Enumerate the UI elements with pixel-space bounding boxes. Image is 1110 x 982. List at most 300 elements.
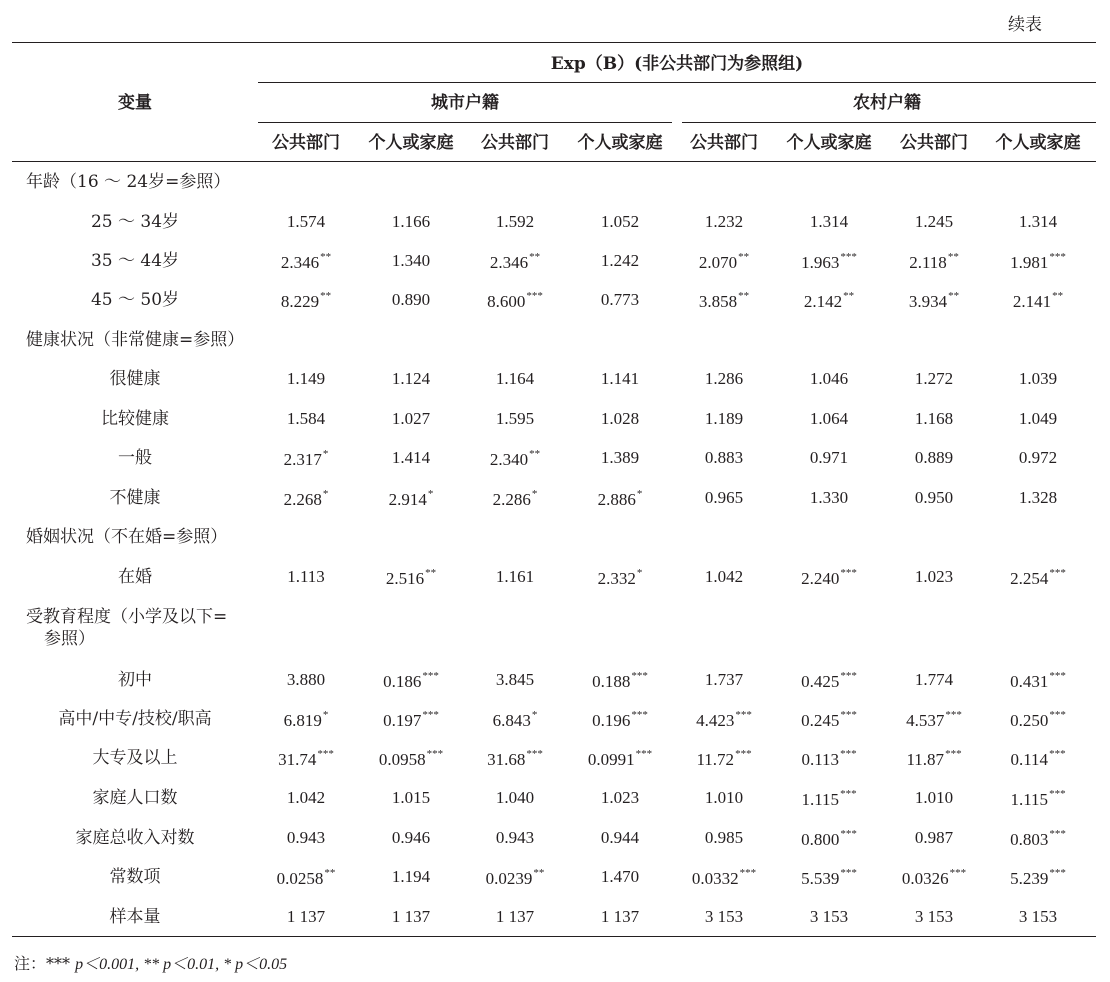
table-cell xyxy=(588,748,652,770)
cell-value: 2.340 xyxy=(489,450,529,469)
table-cell xyxy=(496,828,534,848)
cell-value: 1.168 xyxy=(914,409,954,428)
table-cell xyxy=(801,788,856,810)
table-cell xyxy=(496,788,534,808)
table-cell xyxy=(801,251,857,273)
cell-value: 8.229 xyxy=(280,292,320,311)
significance-stars: *** xyxy=(526,748,543,760)
cell-value: 3 153 xyxy=(809,907,849,926)
subcol-header: 公共部门 xyxy=(272,133,340,153)
cell-value: 1.039 xyxy=(1018,369,1058,388)
table-cell xyxy=(601,369,639,389)
cell-value: 2.141 xyxy=(1012,292,1052,311)
table-cell xyxy=(601,828,639,848)
table-cell xyxy=(915,670,953,690)
significance-stars: ** xyxy=(843,290,855,302)
variable-header: 变量 xyxy=(118,93,152,113)
cell-value: 1.330 xyxy=(809,488,849,507)
row-label: 高中/中专/技校/职高 xyxy=(58,709,212,729)
note-prefix: 注：*** xyxy=(14,954,76,973)
row-label: 很健康 xyxy=(109,369,161,389)
note-p1: p＜0.001, ** xyxy=(75,956,164,973)
significance-stars: *** xyxy=(426,748,444,760)
cell-value: 0.245 xyxy=(801,711,840,730)
table-cell xyxy=(705,409,743,429)
table-cell xyxy=(392,448,430,468)
cell-value: 2.914 xyxy=(388,490,427,509)
cell-value: 0.0958 xyxy=(378,750,426,769)
table-cell xyxy=(915,369,953,389)
cell-value: 0.431 xyxy=(1010,672,1049,691)
significance-stars: ** xyxy=(948,290,960,302)
table-cell xyxy=(592,670,648,692)
significance-stars: *** xyxy=(1049,670,1066,682)
cell-value: 31.68 xyxy=(487,750,526,769)
continued-label: 续表 xyxy=(1008,15,1042,35)
cell-value: 4.537 xyxy=(906,711,945,730)
cell-value: 6.843 xyxy=(492,711,531,730)
cell-value: 1.166 xyxy=(391,212,431,231)
table-cell xyxy=(496,369,534,389)
cell-value: 3 153 xyxy=(704,907,744,926)
table-cell xyxy=(392,788,430,808)
significance-stars: *** xyxy=(945,748,962,760)
significance-stars: *** xyxy=(840,567,857,579)
significance-stars: ** xyxy=(533,867,545,879)
cell-value: 1.981 xyxy=(1010,253,1049,272)
table-cell xyxy=(705,670,743,690)
significance-stars: *** xyxy=(1049,709,1066,721)
table-cell xyxy=(496,907,534,927)
cell-value: 1.115 xyxy=(1010,790,1049,809)
significance-stars: *** xyxy=(840,788,857,800)
table-cell xyxy=(909,251,959,273)
table-cell xyxy=(1010,709,1066,731)
cell-value: 1.161 xyxy=(495,567,535,586)
significance-stars: ** xyxy=(529,448,541,460)
significance-stars: *** xyxy=(735,748,752,760)
significance-stars: *** xyxy=(1049,251,1066,263)
note-p2: p＜0.01, * xyxy=(163,956,236,973)
subcol-header: 公共部门 xyxy=(900,133,968,153)
table-cell xyxy=(598,567,643,589)
category-label: 受教育程度（小学及以下= xyxy=(26,607,228,627)
table-cell xyxy=(383,670,439,692)
significance-stars: *** xyxy=(1049,867,1066,879)
table-cell xyxy=(493,709,538,731)
cell-value: 1.189 xyxy=(704,409,744,428)
table-cell xyxy=(287,670,325,690)
row-label: 常数项 xyxy=(109,867,161,887)
table-cell xyxy=(1019,907,1057,927)
table-cell xyxy=(392,290,430,310)
cell-value: 1.242 xyxy=(600,251,640,270)
table-cell xyxy=(287,567,325,587)
cell-value: 1.314 xyxy=(1018,212,1058,231)
table-cell xyxy=(601,448,639,468)
significance-stars: * xyxy=(322,709,329,721)
table-cell xyxy=(1019,212,1057,232)
table-cell xyxy=(287,907,325,927)
category-label: 年龄（16 ～ 24岁=参照） xyxy=(26,172,231,192)
table-cell xyxy=(801,828,857,850)
table-cell xyxy=(810,212,848,232)
category-label-continued: 参照） xyxy=(44,629,95,649)
cell-value: 0.800 xyxy=(801,830,840,849)
cell-value: 0.250 xyxy=(1010,711,1049,730)
cell-value: 1.595 xyxy=(495,409,535,428)
cell-value: 1.010 xyxy=(704,788,744,807)
table-cell xyxy=(392,409,430,429)
table-cell xyxy=(699,290,749,312)
table-cell xyxy=(386,567,436,589)
significance-stars: *** xyxy=(840,251,857,263)
table-cell xyxy=(392,867,430,887)
significance-stars: ** xyxy=(320,251,332,263)
table-cell xyxy=(810,369,848,389)
cell-value: 2.070 xyxy=(698,253,738,272)
significance-stars: *** xyxy=(526,290,543,302)
table-note xyxy=(14,951,287,974)
table-cell xyxy=(705,212,743,232)
cell-value: 1.115 xyxy=(801,790,840,809)
significance-stars: *** xyxy=(1049,748,1066,760)
table-cell xyxy=(278,748,334,770)
cell-value: 2.254 xyxy=(1010,569,1049,588)
significance-stars: ** xyxy=(324,867,336,879)
significance-stars: *** xyxy=(631,709,648,721)
row-label: 家庭人口数 xyxy=(92,788,178,808)
table-cell xyxy=(696,709,752,731)
row-label: 家庭总收入对数 xyxy=(75,828,195,848)
cell-value: 0.425 xyxy=(801,672,840,691)
cell-value: 1.015 xyxy=(391,788,431,807)
significance-stars: * xyxy=(636,488,643,500)
table-cell xyxy=(392,907,430,927)
cell-value: 2.346 xyxy=(489,253,529,272)
cell-value: 1.042 xyxy=(286,788,326,807)
cell-value: 1.737 xyxy=(704,670,744,689)
subcol-header: 公共部门 xyxy=(481,133,549,153)
cell-value: 0.803 xyxy=(1010,830,1049,849)
significance-stars: *** xyxy=(1049,828,1066,840)
group-underline xyxy=(258,82,1096,83)
table-cell xyxy=(1010,567,1066,589)
cell-value: 0.188 xyxy=(592,672,631,691)
table-cell xyxy=(705,788,743,808)
table-cell xyxy=(287,409,325,429)
cell-value: 0.113 xyxy=(801,750,840,769)
table-cell xyxy=(389,488,434,510)
cell-value: 0.971 xyxy=(809,448,849,467)
rural-underline xyxy=(682,122,1096,123)
cell-value: 0.0258 xyxy=(276,869,324,888)
row-label: 样本量 xyxy=(109,907,161,927)
table-cell xyxy=(486,867,545,889)
table-cell xyxy=(284,488,329,510)
significance-stars: * xyxy=(531,488,538,500)
cell-value: 2.142 xyxy=(803,292,843,311)
cell-value: 1.314 xyxy=(809,212,849,231)
significance-stars: *** xyxy=(840,709,857,721)
cell-value: 3.845 xyxy=(495,670,535,689)
table-cell xyxy=(1010,828,1066,850)
cell-value: 1 137 xyxy=(391,907,431,926)
cell-value: 1.245 xyxy=(914,212,954,231)
table-cell xyxy=(1010,251,1066,273)
urban-underline xyxy=(258,122,672,123)
cell-value: 2.268 xyxy=(283,490,322,509)
table-cell xyxy=(490,448,540,470)
table-cell xyxy=(592,709,648,731)
significance-stars: *** xyxy=(945,709,962,721)
table-cell xyxy=(490,251,540,273)
cell-value: 0.946 xyxy=(391,828,431,847)
category-label: 健康状况（非常健康=参照） xyxy=(26,330,245,350)
table-cell xyxy=(801,567,857,589)
table-cell xyxy=(909,290,959,312)
table-cell xyxy=(699,251,749,273)
cell-value: 1.141 xyxy=(600,369,640,388)
cell-value: 3 153 xyxy=(1018,907,1058,926)
cell-value: 0.773 xyxy=(600,290,640,309)
table-cell xyxy=(601,251,639,271)
table-cell xyxy=(1010,788,1065,810)
table-cell xyxy=(1010,748,1065,770)
cell-value: 1.040 xyxy=(495,788,535,807)
table-cell xyxy=(281,251,331,273)
table-cell xyxy=(705,448,743,468)
cell-value: 1.414 xyxy=(391,448,431,467)
significance-stars: *** xyxy=(840,670,857,682)
table-cell xyxy=(1013,290,1063,312)
table-cell xyxy=(392,828,430,848)
cell-value: 2.886 xyxy=(597,490,636,509)
cell-value: 1.028 xyxy=(600,409,640,428)
cell-value: 0.944 xyxy=(600,828,640,847)
subcol-header: 个人或家庭 xyxy=(995,133,1081,153)
cell-value: 1.046 xyxy=(809,369,849,388)
table-cell xyxy=(810,907,848,927)
cell-value: 1.042 xyxy=(704,567,744,586)
table-cell xyxy=(1019,409,1057,429)
cell-value: 0.197 xyxy=(383,711,422,730)
subcol-header: 个人或家庭 xyxy=(786,133,872,153)
significance-stars: *** xyxy=(1049,788,1066,800)
cell-value: 1.272 xyxy=(914,369,954,388)
significance-stars: *** xyxy=(949,867,967,879)
table-cell xyxy=(1010,867,1066,889)
table-cell xyxy=(915,788,953,808)
row-label: 45 ～ 50岁 xyxy=(90,290,180,310)
cell-value: 2.118 xyxy=(909,253,947,272)
cell-value: 1.023 xyxy=(600,788,640,807)
cell-value: 1.592 xyxy=(495,212,535,231)
cell-value: 1.389 xyxy=(600,448,640,467)
table-cell xyxy=(281,290,331,312)
cell-value: 11.87 xyxy=(906,750,945,769)
cell-value: 0.985 xyxy=(704,828,744,847)
cell-value: 2.332 xyxy=(597,569,636,588)
table-cell xyxy=(906,709,962,731)
cell-value: 1.164 xyxy=(495,369,535,388)
cell-value: 2.240 xyxy=(801,569,840,588)
table-cell xyxy=(284,709,329,731)
cell-value: 0.943 xyxy=(495,828,535,847)
table-cell xyxy=(902,867,966,889)
cell-value: 0.186 xyxy=(383,672,422,691)
cell-value: 1.963 xyxy=(801,253,840,272)
category-label: 婚姻状况（不在婚=参照） xyxy=(26,527,228,547)
group-title: Exp（B）(非公共部门为参照组) xyxy=(550,54,804,74)
significance-stars: *** xyxy=(840,748,857,760)
cell-value: 0.943 xyxy=(286,828,326,847)
row-label: 25 ～ 34岁 xyxy=(90,212,180,232)
cell-value: 1.113 xyxy=(287,567,325,586)
significance-stars: * xyxy=(427,488,434,500)
cell-value: 3.880 xyxy=(286,670,326,689)
table-cell xyxy=(496,670,534,690)
cell-value: 4.423 xyxy=(696,711,735,730)
significance-stars: ** xyxy=(738,290,750,302)
significance-stars: *** xyxy=(422,670,439,682)
significance-stars: *** xyxy=(840,867,857,879)
significance-stars: ** xyxy=(738,251,750,263)
table-cell xyxy=(493,488,538,510)
significance-stars: *** xyxy=(1049,567,1066,579)
table-cell xyxy=(1010,670,1066,692)
cell-value: 2.516 xyxy=(385,569,425,588)
table-cell xyxy=(810,488,848,508)
table-cell xyxy=(915,567,953,587)
cell-value: 6.819 xyxy=(283,711,322,730)
cell-value: 1.574 xyxy=(286,212,326,231)
table-cell xyxy=(487,748,543,770)
cell-value: 2.286 xyxy=(492,490,531,509)
cell-value: 1.774 xyxy=(914,670,954,689)
cell-value: 0.889 xyxy=(914,448,954,467)
table-cell xyxy=(810,409,848,429)
cell-value: 3 153 xyxy=(914,907,954,926)
cell-value: 1.340 xyxy=(391,251,431,270)
cell-value: 0.196 xyxy=(592,711,631,730)
table-cell xyxy=(496,212,534,232)
table-cell xyxy=(598,488,643,510)
table-cell xyxy=(906,748,961,770)
row-label: 比较健康 xyxy=(101,409,169,429)
cell-value: 0.0326 xyxy=(901,869,949,888)
table-cell xyxy=(601,409,639,429)
significance-stars: ** xyxy=(320,290,332,302)
cell-value: 8.600 xyxy=(487,292,526,311)
table-cell xyxy=(705,567,743,587)
cell-value: 0.883 xyxy=(704,448,744,467)
table-cell xyxy=(287,828,325,848)
table-cell xyxy=(804,290,854,312)
table-cell xyxy=(915,907,953,927)
cell-value: 1.149 xyxy=(286,369,326,388)
cell-value: 5.539 xyxy=(801,869,840,888)
significance-stars: *** xyxy=(840,828,857,840)
cell-value: 11.72 xyxy=(696,750,735,769)
row-label: 35 ～ 44岁 xyxy=(90,251,180,271)
table-cell xyxy=(801,670,857,692)
table-cell xyxy=(810,448,848,468)
cell-value: 1.584 xyxy=(286,409,326,428)
significance-stars: ** xyxy=(529,251,541,263)
row-label: 不健康 xyxy=(109,488,161,508)
table-cell xyxy=(601,212,639,232)
rural-header: 农村户籍 xyxy=(853,93,921,113)
cell-value: 1.023 xyxy=(914,567,954,586)
table-cell xyxy=(284,448,329,470)
table-cell xyxy=(601,788,639,808)
significance-stars: *** xyxy=(422,709,439,721)
table-cell xyxy=(277,867,336,889)
table-cell xyxy=(1019,369,1057,389)
cell-value: 0.0239 xyxy=(485,869,533,888)
cell-value: 1 137 xyxy=(495,907,535,926)
cell-value: 3.858 xyxy=(698,292,738,311)
table-cell xyxy=(915,212,953,232)
table-cell xyxy=(705,488,743,508)
cell-value: 2.346 xyxy=(280,253,320,272)
significance-stars: *** xyxy=(631,670,648,682)
table-cell xyxy=(287,369,325,389)
cell-value: 1.194 xyxy=(391,867,431,886)
cell-value: 3.934 xyxy=(908,292,948,311)
cell-value: 0.890 xyxy=(391,290,431,309)
table-cell xyxy=(915,448,953,468)
table-cell xyxy=(915,488,953,508)
cell-value: 1.049 xyxy=(1018,409,1058,428)
table-top-rule xyxy=(12,42,1096,43)
cell-value: 1.328 xyxy=(1018,488,1058,507)
cell-value: 5.239 xyxy=(1010,869,1049,888)
cell-value: 1.286 xyxy=(704,369,744,388)
subcol-header: 个人或家庭 xyxy=(577,133,663,153)
table-cell xyxy=(487,290,543,312)
cell-value: 1.470 xyxy=(600,867,640,886)
cell-value: 1.064 xyxy=(809,409,849,428)
row-label: 大专及以上 xyxy=(92,748,178,768)
cell-value: 0.950 xyxy=(914,488,954,507)
table-cell xyxy=(705,907,743,927)
table-cell xyxy=(392,369,430,389)
table-cell xyxy=(496,567,534,587)
significance-stars: *** xyxy=(739,867,757,879)
subcol-header: 公共部门 xyxy=(690,133,758,153)
table-cell xyxy=(601,290,639,310)
table-cell xyxy=(915,409,953,429)
cell-value: 0.0991 xyxy=(587,750,635,769)
subcol-header: 个人或家庭 xyxy=(368,133,454,153)
cell-value: 1 137 xyxy=(600,907,640,926)
row-label: 一般 xyxy=(118,448,152,468)
significance-stars: *** xyxy=(735,709,752,721)
table-cell xyxy=(801,867,857,889)
cell-value: 1.052 xyxy=(600,212,640,231)
table-cell xyxy=(696,748,751,770)
cell-value: 0.972 xyxy=(1018,448,1058,467)
significance-stars: * xyxy=(531,709,538,721)
table-cell xyxy=(392,212,430,232)
significance-stars: ** xyxy=(1052,290,1064,302)
urban-header: 城市户籍 xyxy=(431,93,499,113)
table-cell xyxy=(692,867,756,889)
row-label: 初中 xyxy=(118,670,152,690)
row-label: 在婚 xyxy=(118,567,152,587)
